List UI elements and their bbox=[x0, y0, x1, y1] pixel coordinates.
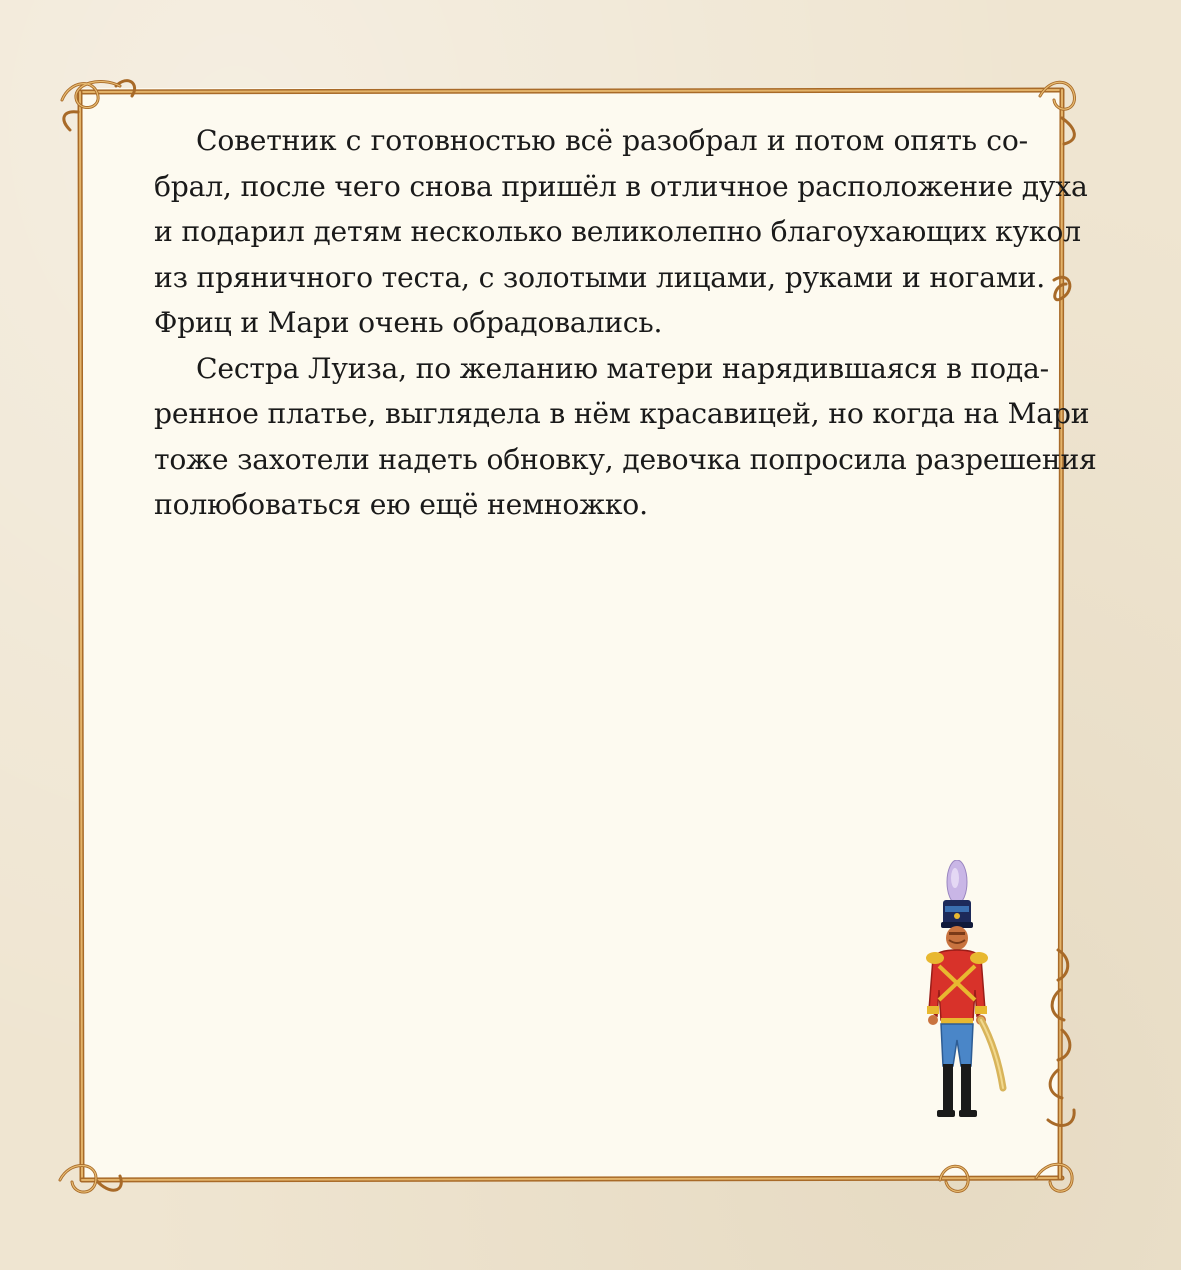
text-line: из пряничного теста, с золотыми лицами, руками и ногами. bbox=[154, 260, 1045, 294]
paragraph-2 bbox=[112, 346, 1097, 528]
text-line: брал, после чего снова пришёл в отличное расположение духа bbox=[154, 169, 1088, 203]
paragraph-1 bbox=[112, 118, 1088, 346]
text-line: Советник с готовностью всё разобрал и потом опять со- bbox=[196, 124, 1028, 157]
text-line: полюбоваться ею ещё немножко. bbox=[154, 488, 648, 521]
boots bbox=[943, 1064, 953, 1114]
toy-soldier-icon bbox=[915, 860, 1015, 1122]
story-text bbox=[112, 118, 1097, 528]
text-line: и подарил детям несколько великолепно благоухающих кукол bbox=[154, 215, 1081, 248]
sword bbox=[981, 1020, 1003, 1088]
text-line: ренное платье, выглядела в нём красавицей, но когда на Мари bbox=[154, 397, 1090, 430]
text-line: тоже захотели надеть обновку, девочка попросила разрешения bbox=[154, 442, 1097, 476]
face bbox=[946, 926, 968, 950]
text-line: Сестра Луиза, по желанию матери нарядившаяся в пода- bbox=[196, 351, 1049, 385]
text-line: Фриц и Мари очень обрадовались. bbox=[154, 306, 663, 339]
trousers bbox=[941, 1024, 973, 1066]
